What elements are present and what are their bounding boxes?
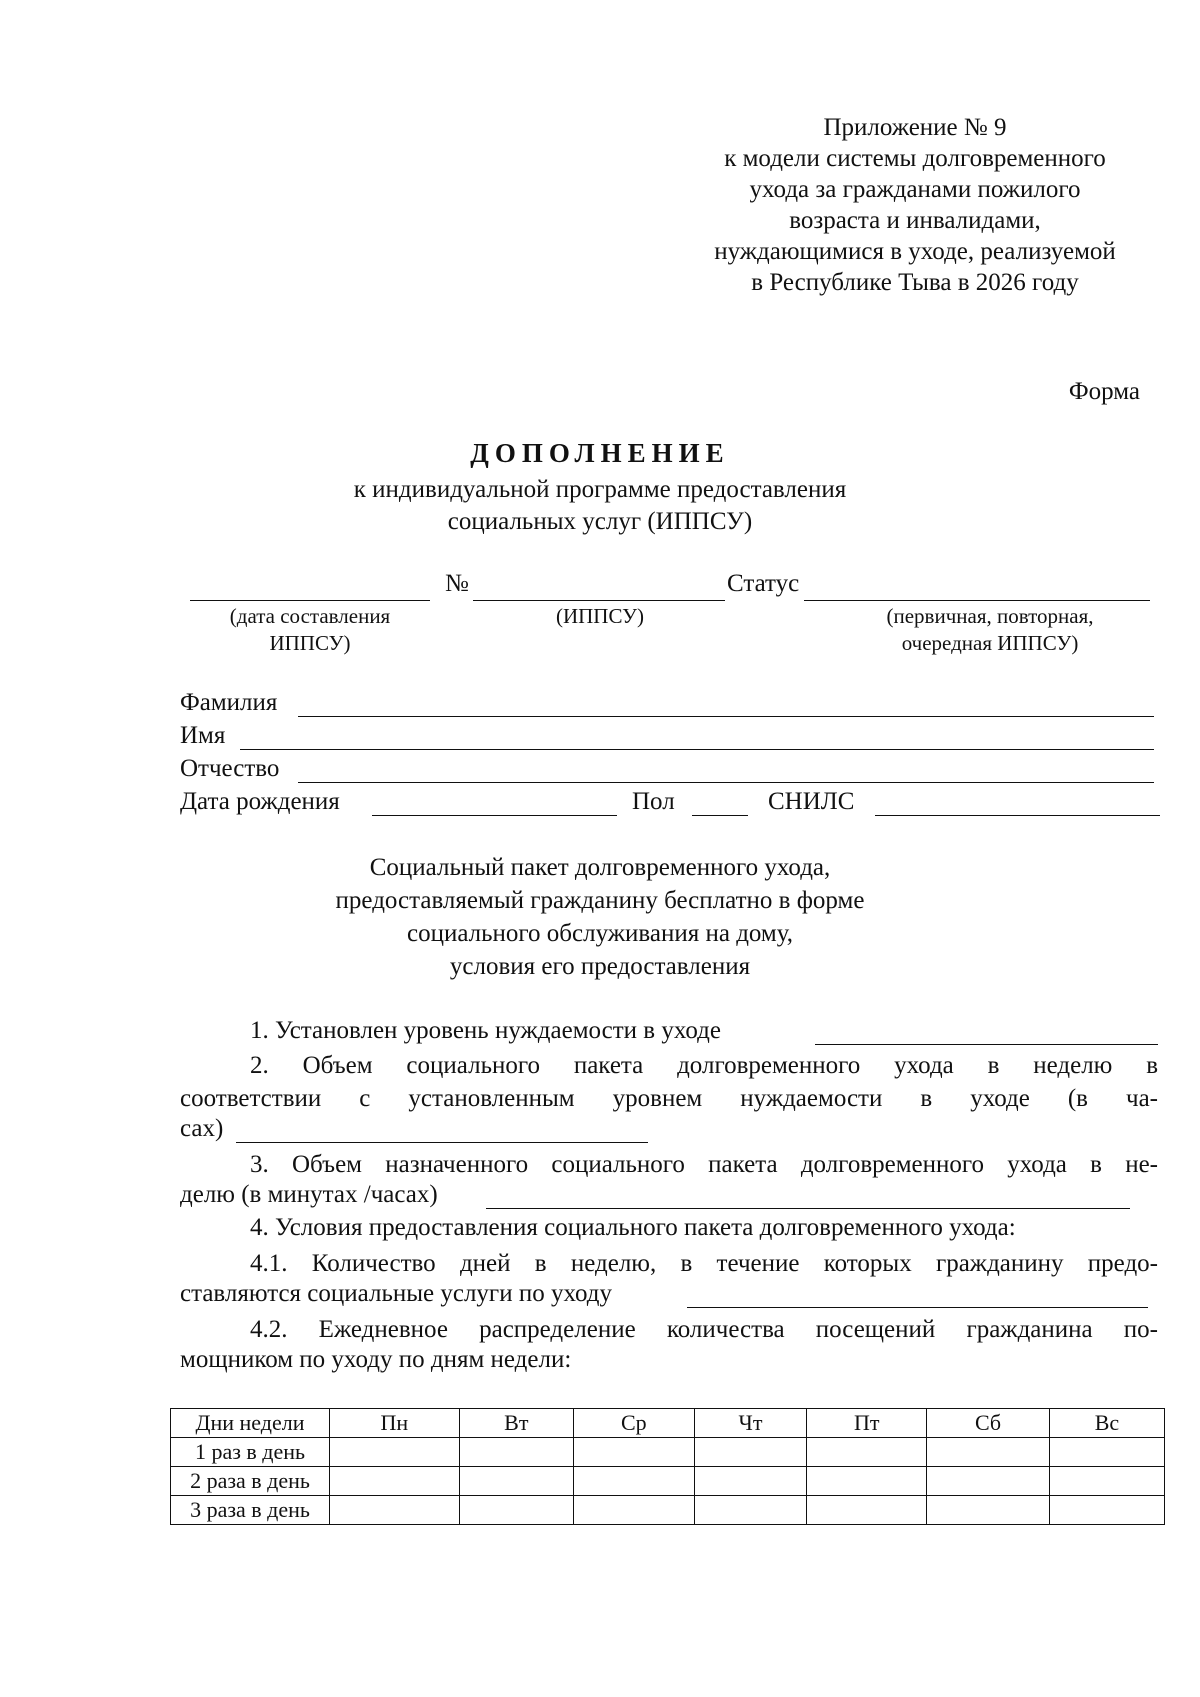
table-cell[interactable] [330, 1496, 460, 1525]
appendix-line: в Республике Тыва в 2026 году [751, 269, 1079, 296]
appendix-line: ухода за гражданами пожилого [749, 176, 1081, 203]
table-cell[interactable] [927, 1467, 1050, 1496]
caption-line: ИППСУ) [269, 631, 351, 655]
patronymic-field[interactable] [298, 782, 1154, 783]
snils-label: СНИЛС [768, 788, 855, 815]
item-2-line-b: соответствии с установленным уровнем нуждаемости в уходе (в ча- [180, 1085, 1158, 1112]
table-cell[interactable] [927, 1496, 1050, 1525]
ippsu-caption: (ИППСУ) [555, 604, 645, 628]
status-caption [830, 603, 1150, 657]
subtitle-line: к индивидуальной программе предоставления [353, 476, 847, 503]
row-label: 2 раза в день [171, 1467, 330, 1496]
header-thu: Чт [694, 1409, 807, 1438]
table-cell[interactable] [1049, 1467, 1164, 1496]
header-wed: Ср [573, 1409, 694, 1438]
table-cell[interactable] [694, 1438, 807, 1467]
status-label: Статус [727, 570, 800, 597]
table-cell[interactable] [694, 1496, 807, 1525]
header-sat: Сб [927, 1409, 1050, 1438]
name-field[interactable] [240, 749, 1154, 750]
item-3-line-a: 3. Объем назначенного социального пакета долговременного ухода в не- [250, 1151, 1158, 1178]
need-level-field[interactable] [815, 1044, 1158, 1045]
caption-line: очередная ИППСУ) [901, 631, 1079, 655]
snils-field[interactable] [875, 815, 1160, 816]
package-heading [0, 851, 1200, 983]
table-cell[interactable] [573, 1496, 694, 1525]
table-cell[interactable] [459, 1467, 573, 1496]
header-fri: Пт [807, 1409, 927, 1438]
surname-field[interactable] [298, 716, 1154, 717]
surname-label: Фамилия [180, 689, 278, 716]
sex-label: Пол [632, 788, 675, 815]
sex-field[interactable] [692, 815, 748, 816]
table-cell[interactable] [694, 1467, 807, 1496]
package-heading-line: Социальный пакет долговременного ухода, [369, 854, 831, 881]
table-cell[interactable] [807, 1496, 927, 1525]
ippsu-number-field[interactable] [473, 600, 725, 601]
birth-date-label: Дата рождения [180, 788, 340, 815]
table-cell[interactable] [927, 1438, 1050, 1467]
item-4-1-line-b: ставляются социальные услуги по уходу [180, 1280, 612, 1307]
date-compiled-field[interactable] [190, 600, 430, 601]
birth-date-field[interactable] [372, 815, 617, 816]
item-2-line-a: 2. Объем социального пакета долговременного ухода в неделю в [250, 1052, 1158, 1079]
header-mon: Пн [330, 1409, 460, 1438]
package-heading-line: социального обслуживания на дому, [406, 920, 794, 947]
document-title: ДОПОЛНЕНИЕ [470, 438, 730, 468]
header-tue: Вт [459, 1409, 573, 1438]
package-heading-line: предоставляемый гражданину бесплатно в форме [335, 887, 865, 914]
package-heading-line: условия его предоставления [449, 953, 751, 980]
header-sun: Вс [1049, 1409, 1164, 1438]
date-caption [190, 603, 430, 657]
caption-line: (дата составления [229, 604, 391, 628]
appendix-line: к модели системы долговременного [724, 145, 1106, 172]
number-label: № [445, 570, 469, 597]
table-cell[interactable] [1049, 1438, 1164, 1467]
table-row [171, 1438, 1165, 1467]
appendix-line: Приложение № 9 [823, 114, 1007, 141]
table-cell[interactable] [459, 1438, 573, 1467]
table-cell[interactable] [459, 1496, 573, 1525]
item-2-line-c: сах) [180, 1115, 224, 1142]
days-per-week-field[interactable] [687, 1307, 1148, 1308]
subtitle-line: социальных услуг (ИППСУ) [447, 508, 753, 535]
row-label: 3 раза в день [171, 1496, 330, 1525]
status-field[interactable] [804, 600, 1150, 601]
table-cell[interactable] [1049, 1496, 1164, 1525]
table-row [171, 1467, 1165, 1496]
item-4-text: 4. Условия предоставления социального пакета долговременного ухода: [250, 1214, 1016, 1241]
table-cell[interactable] [573, 1467, 694, 1496]
item-4-1-line-a: 4.1. Количество дней в неделю, в течение которых гражданину предо- [250, 1250, 1158, 1277]
patronymic-label: Отчество [180, 755, 280, 782]
item-3-line-b: делю (в минутах /часах) [180, 1181, 438, 1208]
table-header-row [171, 1409, 1165, 1438]
table-cell[interactable] [330, 1438, 460, 1467]
table-row [171, 1496, 1165, 1525]
table-cell[interactable] [807, 1438, 927, 1467]
row-label: 1 раз в день [171, 1438, 330, 1467]
appendix-heading [620, 112, 1200, 298]
assigned-volume-field[interactable] [486, 1208, 1130, 1209]
name-label: Имя [180, 722, 226, 749]
document-subtitle [0, 474, 1200, 538]
item-4-2-line-a: 4.2. Ежедневное распределение количества посещений гражданина по- [250, 1316, 1158, 1343]
appendix-line: нуждающимися в уходе, реализуемой [714, 238, 1116, 265]
table-cell[interactable] [330, 1467, 460, 1496]
item-4-2-line-b: мощником по уходу по дням недели: [180, 1346, 572, 1373]
weekly-volume-hours-field[interactable] [236, 1142, 648, 1143]
visits-schedule-table [170, 1408, 1165, 1525]
header-days: Дни недели [171, 1409, 330, 1438]
form-label: Форма [1068, 378, 1140, 405]
appendix-line: возраста и инвалидами, [789, 207, 1041, 234]
item-1-text: 1. Установлен уровень нуждаемости в уходе [250, 1017, 721, 1044]
caption-line: (первичная, повторная, [886, 604, 1094, 628]
table-cell[interactable] [807, 1467, 927, 1496]
table-cell[interactable] [573, 1438, 694, 1467]
